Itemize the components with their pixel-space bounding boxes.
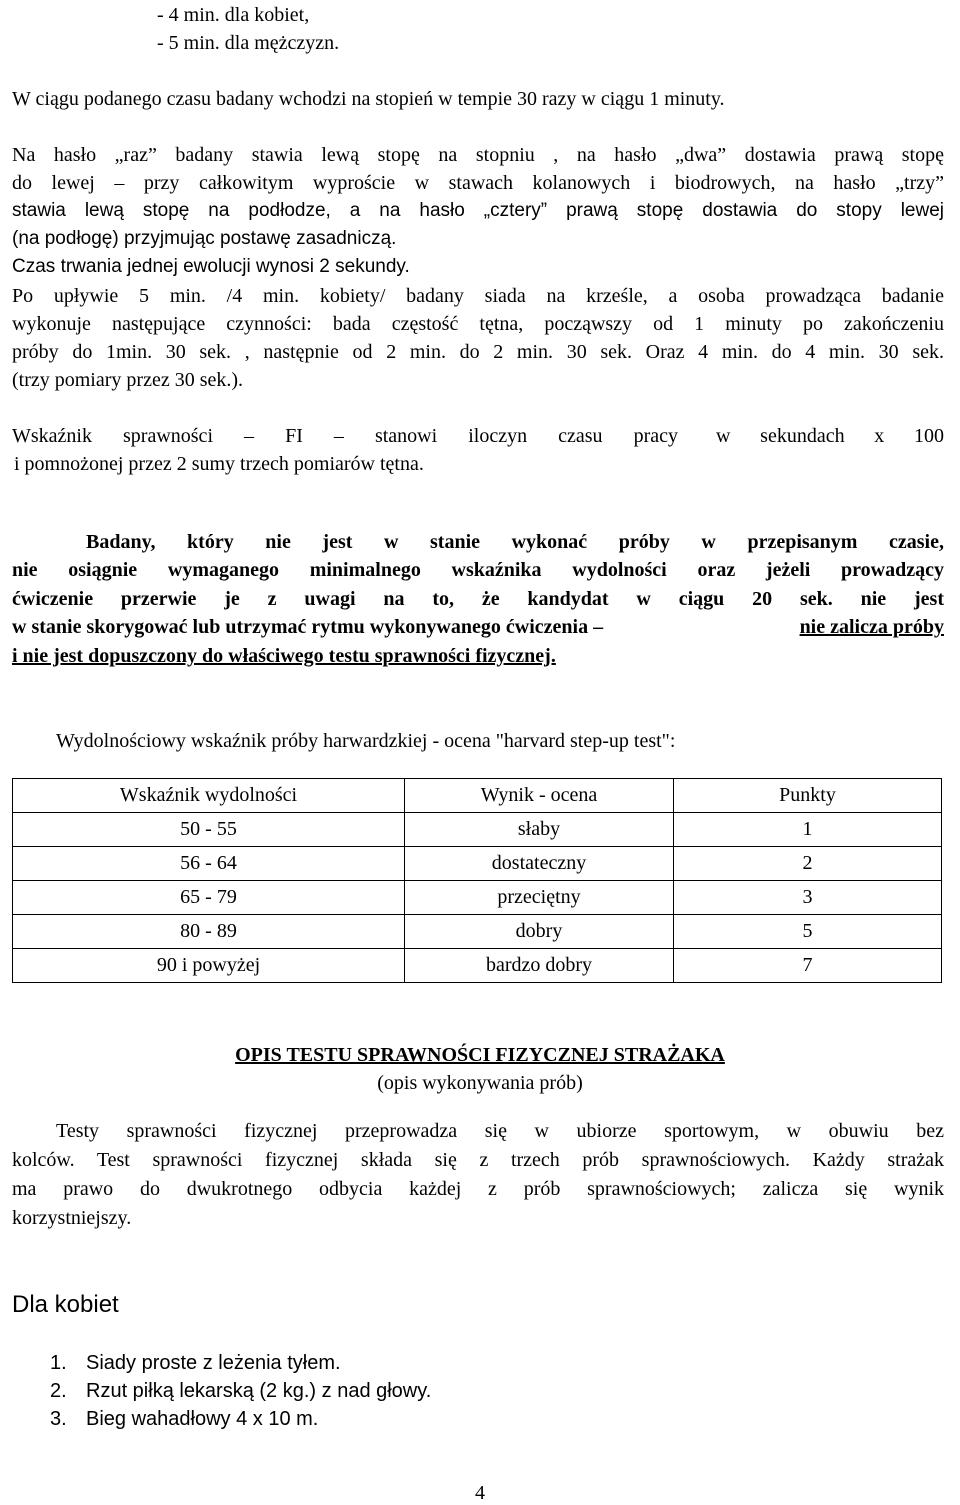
list-item-number: 2. (50, 1380, 67, 1402)
list-item-number: 1. (50, 1352, 67, 1374)
section-title: OPIS TESTU SPRAWNOŚCI FIZYCZNEJ STRAŻAKA (235, 1044, 725, 1066)
list-item-text: Bieg wahadłowy 4 x 10 m. (86, 1408, 319, 1430)
table-header-index: Wskaźnik wydolności (13, 779, 405, 813)
pulse-line-4: (trzy pomiary przez 30 sek.). (12, 369, 244, 391)
step-line-1: Na hasło „raz” badany stawia lewą stopę na stopniu , na hasło „dwa” dostawia prawą stopę (12, 144, 944, 166)
step-line-4: (na podłogę) przyjmując postawę zasadniczą. (12, 228, 397, 249)
warning-line-4 (12, 613, 944, 641)
description-line-1: Testy sprawności fizycznej przeprowadza się w ubiorze sportowym, w obuwiu bez (56, 1120, 944, 1142)
step-line-3: stawia lewą stopę na podłodze, a na hasło „cztery” prawą stopę dostawia do stopy lewej (12, 200, 944, 221)
table-row (13, 915, 942, 949)
intro-line-women: - 4 min. dla kobiet, (157, 4, 310, 26)
warning-line-1: Badany, który nie jest w stanie wykonać próby w przepisanym czasie, (86, 531, 944, 553)
table-header-points: Punkty (674, 779, 942, 813)
list-item (50, 1405, 318, 1433)
pulse-line-3: próby do 1min. 30 sek. , następnie od 2 min. do 2 min. 30 sek. Oraz 4 min. do 4 min. 30 sek. (12, 341, 944, 363)
warning-line-2: nie osiągnie wymaganego minimalnego wskaźnika wydolności oraz jeżeli prowadzący (12, 559, 944, 581)
index-line-1-left: Wskaźnik sprawności – FI – stanowi iloczyn czasu pracy (12, 425, 678, 447)
table-cell-result: słaby (405, 813, 674, 847)
women-heading: Dla kobiet (12, 1291, 119, 1318)
warning-line-5: i nie jest dopuszczony do właściwego testu sprawności fizycznej. (12, 645, 556, 667)
table-cell-result: bardzo dobry (405, 949, 674, 983)
table-cell-result: przeciętny (405, 881, 674, 915)
table-header-result: Wynik - ocena (405, 779, 674, 813)
warning-line-3: ćwiczenie przerwie je z uwagi na to, że kandydat w ciągu 20 sek. nie jest (12, 588, 944, 610)
description-line-4: korzystniejszy. (12, 1207, 132, 1229)
description-line-2: kolców. Test sprawności fizycznej składa się z trzech prób sprawnościowych. Każdy strażak (12, 1149, 944, 1171)
table-cell-index: 50 - 55 (13, 813, 405, 847)
table-cell-points: 2 (674, 847, 942, 881)
table-cell-index: 80 - 89 (13, 915, 405, 949)
table-cell-index: 90 i powyżej (13, 949, 405, 983)
page-number: 4 (475, 1482, 485, 1504)
index-line-2: i pomnożonej przez 2 sumy trzech pomiarów tętna. (14, 453, 424, 475)
table-row (13, 847, 942, 881)
section-subtitle: (opis wykonywania prób) (377, 1072, 583, 1094)
table-cell-points: 3 (674, 881, 942, 915)
step-line-2: do lewej – przy całkowitym wyproście w stawach kolanowych i biodrowych, na hasło „trzy” (12, 172, 944, 194)
list-item-number: 3. (50, 1408, 67, 1430)
description-line-3: ma prawo do dwukrotnego odbycia każdej z prób sprawnościowych; zalicza się wynik (12, 1178, 944, 1200)
table-row (13, 881, 942, 915)
intro-line-men: - 5 min. dla mężczyzn. (157, 32, 340, 54)
pulse-line-1: Po upływie 5 min. /4 min. kobiety/ badany siada na krześle, a osoba prowadząca badanie (12, 285, 944, 307)
harvard-score-table (12, 778, 942, 983)
table-row (13, 949, 942, 983)
table-title: Wydolnościowy wskaźnik próby harwardzkiej - ocena "harvard step-up test": (56, 730, 676, 752)
step-line-5: Czas trwania jednej ewolucji wynosi 2 sekundy. (12, 256, 410, 277)
table-cell-result: dostateczny (405, 847, 674, 881)
list-item (50, 1349, 341, 1377)
table-cell-points: 1 (674, 813, 942, 847)
warning-line-4-plain: w stanie skorygować lub utrzymać rytmu wykonywanego ćwiczenia – (12, 616, 609, 638)
tempo-text: W ciągu podanego czasu badany wchodzi na stopień w tempie 30 razy w ciągu 1 minuty. (12, 88, 725, 110)
table-cell-points: 5 (674, 915, 942, 949)
list-item-text: Siady proste z leżenia tyłem. (86, 1352, 341, 1374)
list-item-text: Rzut piłką lekarską (2 kg.) z nad głowy. (86, 1380, 432, 1402)
table-row (13, 813, 942, 847)
warning-line-4-underlined: nie zalicza próby (799, 616, 944, 638)
table-cell-index: 65 - 79 (13, 881, 405, 915)
table-cell-index: 56 - 64 (13, 847, 405, 881)
table-cell-result: dobry (405, 915, 674, 949)
index-line-1-right: w sekundach x 100 (716, 425, 944, 447)
table-cell-points: 7 (674, 949, 942, 983)
table-header-row (13, 779, 942, 813)
pulse-line-2: wykonuje następujące czynności: bada częstość tętna, począwszy od 1 minuty po zakończeniu (12, 313, 944, 335)
list-item (50, 1377, 431, 1405)
